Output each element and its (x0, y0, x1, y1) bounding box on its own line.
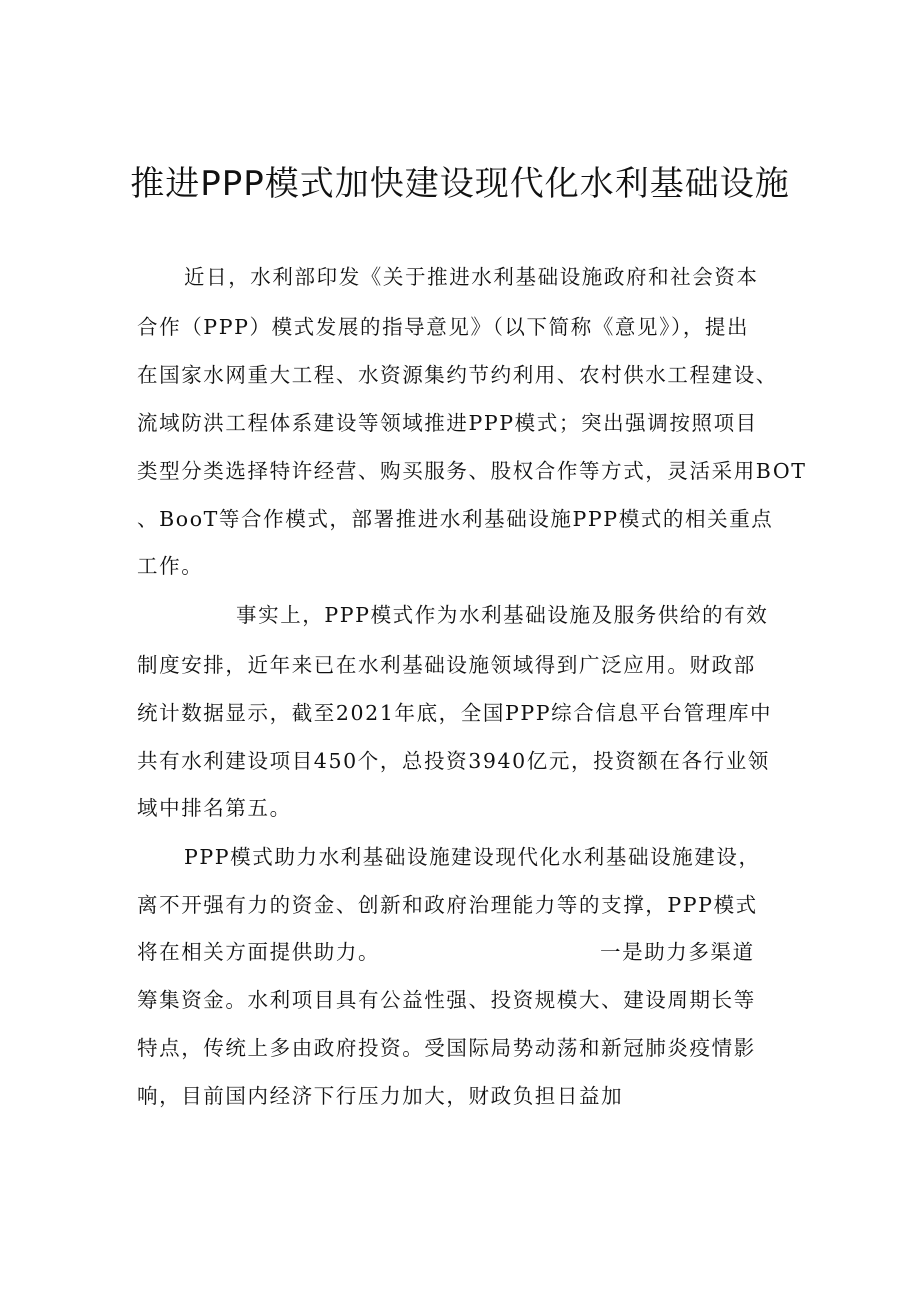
paragraph-3-line-5: 特点，传统上多由政府投资。受国际局势动荡和新冠肺炎疫情影 (137, 1036, 756, 1060)
paragraph-1-line-5: 类型分类选择特许经营、购买服务、股权合作等方式，灵活采用BOT (137, 459, 807, 483)
paragraph-1-line-2: 合作（PPP）模式发展的指导意见》（以下简称《意见》），提出 (137, 315, 750, 339)
paragraph-3-line-1: PPP模式助力水利基础设施建设现代化水利基础设施建设， (184, 845, 761, 869)
paragraph-1-line-4: 流域防洪工程体系建设等领域推进PPP模式；突出强调按照项目 (137, 411, 758, 435)
paragraph-1-line-6: 、BooT等合作模式，部署推进水利基础设施PPP模式的相关重点 (137, 507, 774, 531)
paragraph-1-line-1: 近日，水利部印发《关于推进水利基础设施政府和社会资本 (184, 265, 759, 289)
paragraph-1-line-3: 在国家水网重大工程、水资源集约节约利用、农村供水工程建设、 (137, 363, 778, 387)
paragraph-3-line-6: 响，目前国内经济下行压力加大，财政负担日益加 (137, 1084, 624, 1108)
paragraph-3-line-2: 离不开强有力的资金、创新和政府治理能力等的支撑，PPP模式 (137, 893, 758, 917)
paragraph-3-line-3-right: 一是助力多渠道 (600, 940, 755, 964)
document-title: 推进PPP模式加快建设现代化水利基础设施 (130, 164, 790, 204)
paragraph-1-line-7: 工作。 (137, 554, 204, 578)
paragraph-3-line-3: 将在相关方面提供助力。 (137, 940, 381, 964)
paragraph-2-line-2: 制度安排，近年来已在水利基础设施领域得到广泛应用。财政部 (137, 653, 756, 677)
paragraph-2-line-3: 统计数据显示，截至2021年底，全国PPP综合信息平台管理库中 (137, 701, 773, 725)
paragraph-3-line-4: 筹集资金。水利项目具有公益性强、投资规模大、建设周期长等 (137, 988, 756, 1012)
paragraph-2-line-4: 共有水利建设项目450个，总投资3940亿元，投资额在各行业领 (137, 749, 770, 773)
paragraph-2-line-1: 事实上，PPP模式作为水利基础设施及服务供给的有效 (236, 603, 769, 627)
paragraph-2-line-5: 域中排名第五。 (137, 796, 292, 820)
